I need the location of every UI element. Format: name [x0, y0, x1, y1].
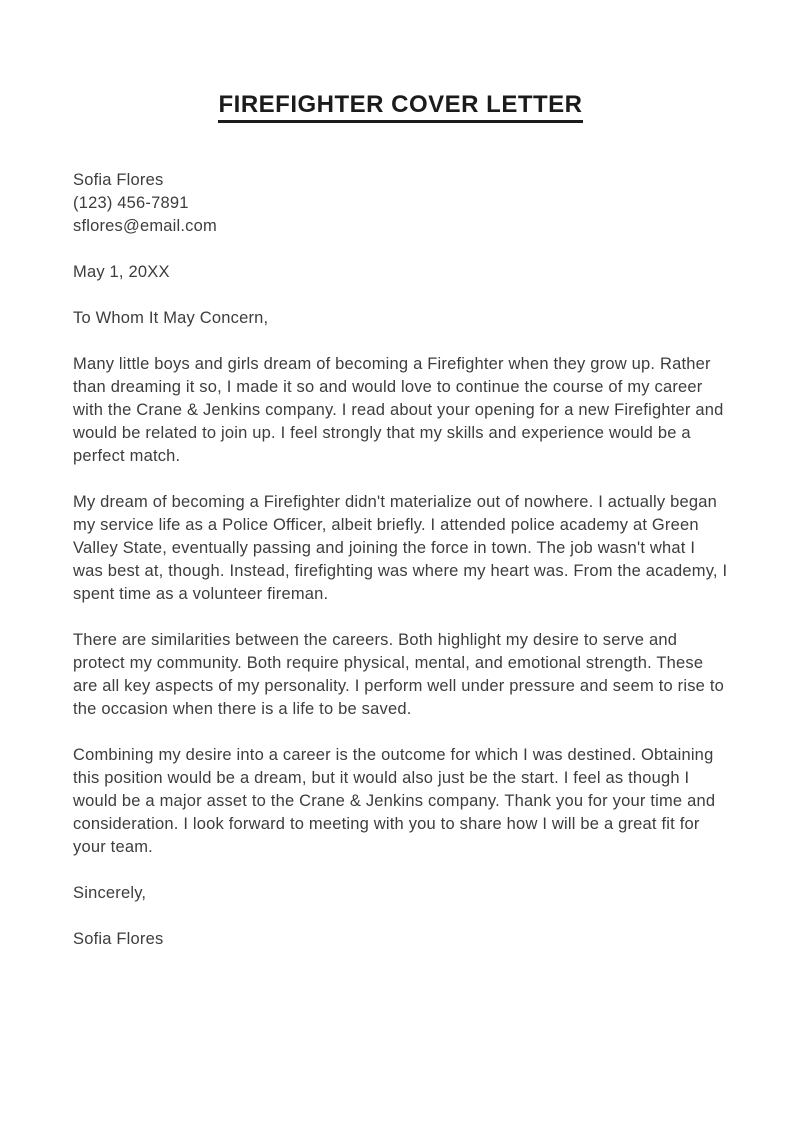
- sender-name: Sofia Flores: [73, 171, 164, 190]
- sender-contact-block: [73, 169, 728, 238]
- paragraph-1: Many little boys and girls dream of becoming a Firefighter when they grow up. Rather than dreaming it so, I made it so and would love to continue the course of my career with the Crane & Jenkins company. I read about your opening for a new Firefighter and would be related to join up. I feel strongly that my skills and experience would be a perfect match.: [73, 355, 724, 466]
- paragraph-4: Combining my desire into a career is the outcome for which I was destined. Obtaining this position would be a dream, but it would also just be the start. I feel as though I would be a major asset to the Crane & Jenkins company. Thank you for your time and consideration. I look forward to meeting with you to share how I will be a great fit for your team.: [73, 746, 716, 857]
- document-title: FIREFIGHTER COVER LETTER: [218, 92, 582, 123]
- sender-email: sflores@email.com: [73, 217, 217, 236]
- signature-name: Sofia Flores: [73, 930, 164, 949]
- salutation: To Whom It May Concern,: [73, 309, 269, 328]
- sender-phone: (123) 456-7891: [73, 194, 189, 213]
- paragraph-2: My dream of becoming a Firefighter didn't materialize out of nowhere. I actually began my service life as a Police Officer, albeit briefly. I attended police academy at Green Valley State, eventually passing and joining the force in town. The job wasn't what I was best at, though. Instead, firefighting was where my heart was. From the academy, I spent time as a volunteer fireman.: [73, 493, 728, 604]
- closing: Sincerely,: [73, 884, 147, 903]
- document-title-container: [73, 92, 728, 123]
- paragraph-3: There are similarities between the careers. Both highlight my desire to serve and protect my community. Both require physical, mental, and emotional strength. These are all key aspects of my personality. I perform well under pressure and seem to rise to the occasion when there is a life to be saved.: [73, 631, 724, 719]
- letter-date: May 1, 20XX: [73, 263, 170, 282]
